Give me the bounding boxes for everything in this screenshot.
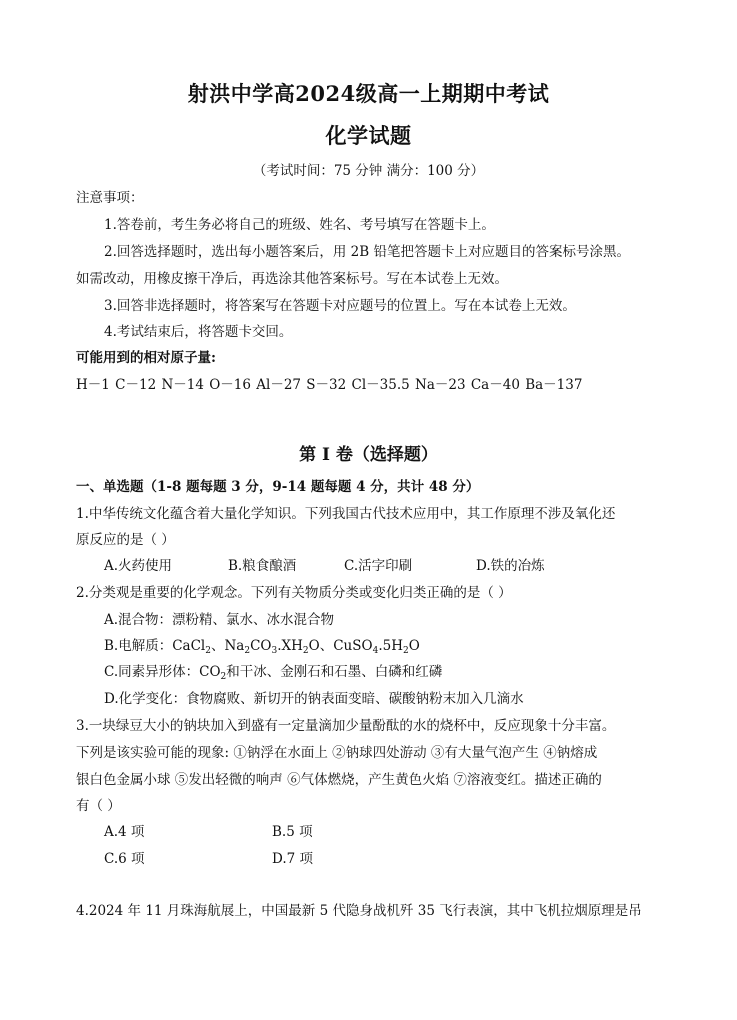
question-3-option-d: D.7 项 bbox=[272, 851, 314, 867]
question-4-stem: 4.2024 年 11 月珠海航展上，中国最新 5 代隐身战机歼 35 飞行表演，其中飞机拉烟原理是吊 bbox=[76, 903, 642, 919]
question-1-option-d: D.铁的冶炼 bbox=[476, 558, 545, 574]
atomic-mass-heading: 可能用到的相对原子量: bbox=[76, 350, 216, 366]
notice-item: 3.回答非选择题时，将答案写在答题卡对应题号的位置上。写在本试卷上无效。 bbox=[104, 298, 576, 314]
question-3-option-c: C.6 项 bbox=[104, 851, 145, 867]
notice-heading: 注意事项： bbox=[76, 190, 144, 206]
exam-info: （考试时间：75 分钟 满分：100 分） bbox=[252, 163, 485, 179]
question-2-stem: 2.分类观是重要的化学观念。下列有关物质分类或变化归类正确的是（ ） bbox=[76, 585, 512, 601]
notice-item: 4.考试结束后，将答题卡交回。 bbox=[104, 324, 293, 340]
question-2-option-a: A.混合物：漂粉精、氯水、冰水混合物 bbox=[104, 612, 335, 628]
question-1-stem-cont: 原反应的是（ ） bbox=[76, 532, 175, 548]
question-3-stem: 3.一块绿豆大小的钠块加入到盛有一定量滴加少量酚酞的水的烧杯中，反应现象十分丰富。 bbox=[76, 718, 616, 734]
exam-title: 射洪中学高2024级高一上期期中考试 bbox=[187, 81, 550, 106]
notice-item: 如需改动，用橡皮擦干净后，再选涂其他答案标号。写在本试卷上无效。 bbox=[76, 271, 508, 287]
question-3-option-b: B.5 项 bbox=[272, 824, 313, 840]
section-title: 第 I 卷（选择题） bbox=[299, 445, 438, 465]
question-2-option-d: D.化学变化：食物腐败、新切开的钠表面变暗、碳酸钠粉末加入几滴水 bbox=[104, 691, 524, 707]
exam-subtitle: 化学试题 bbox=[325, 123, 412, 148]
question-1-option-b: B.粮食酿酒 bbox=[228, 558, 297, 574]
question-3-option-a: A.4 项 bbox=[104, 824, 145, 840]
question-1-stem: 1.中华传统文化蕴含着大量化学知识。下列我国古代技术应用中，其工作原理不涉及氧化还 bbox=[76, 506, 616, 522]
section-part: 一、单选题（1-8 题每题 3 分，9-14 题每题 4 分，共计 48 分） bbox=[76, 479, 480, 495]
question-2-option-b: B.电解质：CaCl$_2$、$Na_2CO_3.XH_2O$、$CuSO_4.5H_2O$ bbox=[104, 638, 420, 656]
question-3-stem-cont: 下列是该实验可能的现象: ①钠浮在水面上 ②钠球四处游动 ③有大量气泡产生 ④钠熔成 bbox=[76, 745, 598, 761]
question-2-option-c: C.同素异形体：$CO_2$和干冰、金刚石和石墨、白磷和红磷 bbox=[104, 664, 443, 682]
question-1-option-c: C.活字印刷 bbox=[344, 558, 413, 574]
atomic-mass-values: H－1 C－12 N－14 O－16 Al－27 S－32 Cl－35.5 Na－23 Ca－40 Ba－137 bbox=[76, 377, 583, 393]
question-1-option-a: A.火药使用 bbox=[104, 558, 173, 574]
notice-item: 2.回答选择题时，选出每小题答案后，用 2B 铅笔把答题卡上对应题目的答案标号涂黑。 bbox=[104, 244, 630, 260]
question-3-stem-cont: 有（ ） bbox=[76, 798, 121, 814]
notice-item: 1.答卷前，考生务必将自己的班级、姓名、考号填写在答题卡上。 bbox=[104, 217, 495, 233]
question-3-stem-cont: 银白色金属小球 ⑤发出轻微的响声 ⑥气体燃烧，产生黄色火焰 ⑦溶液变红。描述正确的 bbox=[76, 772, 602, 788]
